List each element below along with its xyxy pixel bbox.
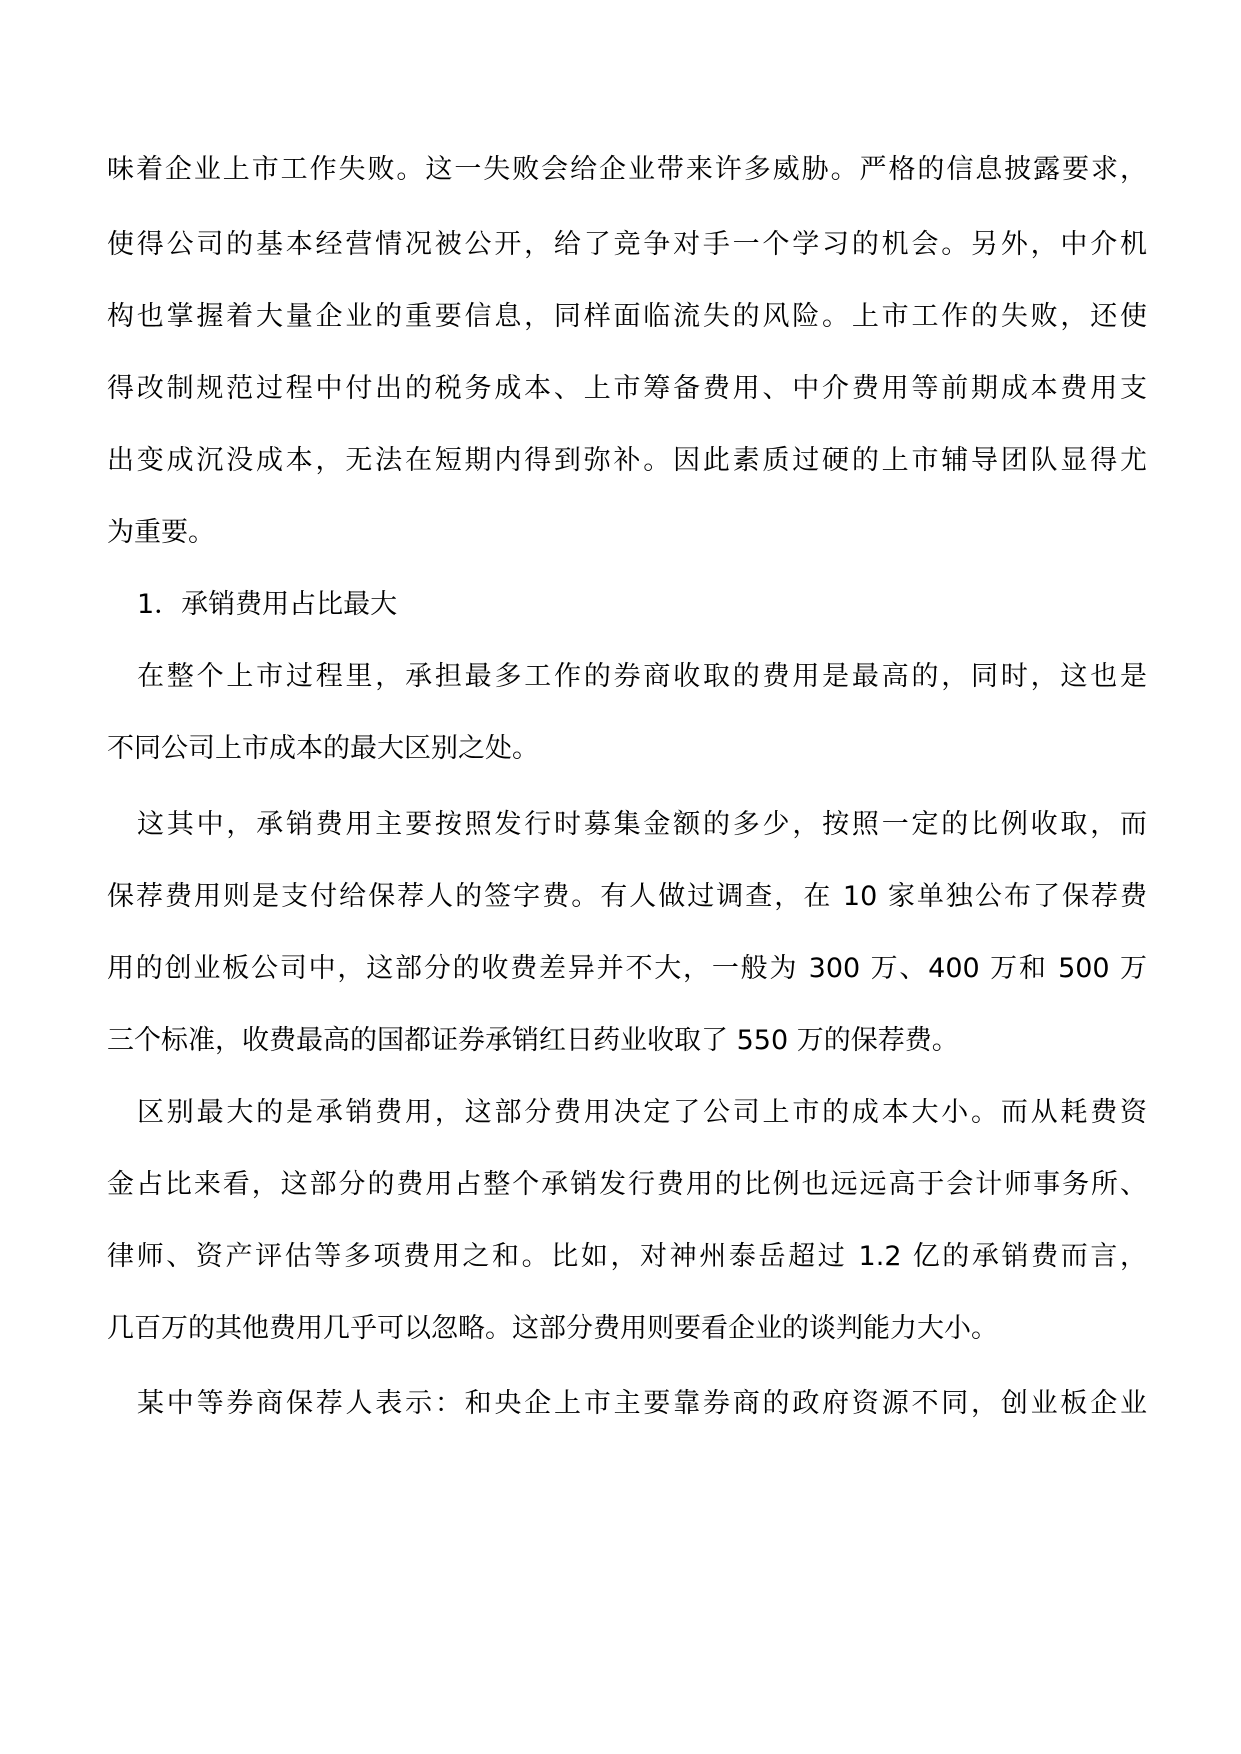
section-heading: 1．承销费用占比最大 xyxy=(137,589,398,620)
paragraph-line: 这其中，承销费用主要按照发行时募集金额的多少，按照一定的比例收取，而 xyxy=(137,809,1147,840)
paragraph-line: 使得公司的基本经营情况被公开，给了竞争对手一个学习的机会。另外，中介机 xyxy=(107,229,1147,260)
paragraph-line: 区别最大的是承销费用，这部分费用决定了公司上市的成本大小。而从耗费资 xyxy=(137,1097,1147,1128)
paragraph-line: 出变成沉没成本，无法在短期内得到弥补。因此素质过硬的上市辅导团队显得尤 xyxy=(107,445,1147,476)
paragraph-line: 某中等券商保荐人表示：和央企上市主要靠券商的政府资源不同，创业板企业 xyxy=(137,1388,1147,1419)
paragraph-line: 三个标准，收费最高的国都证券承销红日药业收取了 550 万的保荐费。 xyxy=(107,1025,959,1056)
paragraph-line: 得改制规范过程中付出的税务成本、上市筹备费用、中介费用等前期成本费用支 xyxy=(107,373,1147,404)
paragraph-line: 不同公司上市成本的最大区别之处。 xyxy=(107,733,539,764)
paragraph-line: 为重要。 xyxy=(107,517,215,548)
paragraph-line: 在整个上市过程里，承担最多工作的券商收取的费用是最高的，同时，这也是 xyxy=(137,661,1147,692)
paragraph-line: 律师、资产评估等多项费用之和。比如，对神州泰岳超过 1.2 亿的承销费而言， xyxy=(107,1241,1147,1272)
paragraph-line: 金占比来看，这部分的费用占整个承销发行费用的比例也远远高于会计师事务所、 xyxy=(107,1169,1147,1200)
paragraph-line: 构也掌握着大量企业的重要信息，同样面临流失的风险。上市工作的失败，还使 xyxy=(107,301,1147,332)
paragraph-line: 味着企业上市工作失败。这一失败会给企业带来许多威胁。严格的信息披露要求， xyxy=(107,154,1147,185)
paragraph-line: 几百万的其他费用几乎可以忽略。这部分费用则要看企业的谈判能力大小。 xyxy=(107,1313,998,1344)
paragraph-line: 用的创业板公司中，这部分的收费差异并不大，一般为 300 万、400 万和 500 万 xyxy=(107,953,1147,984)
paragraph-line: 保荐费用则是支付给保荐人的签字费。有人做过调查，在 10 家单独公布了保荐费 xyxy=(107,881,1147,912)
